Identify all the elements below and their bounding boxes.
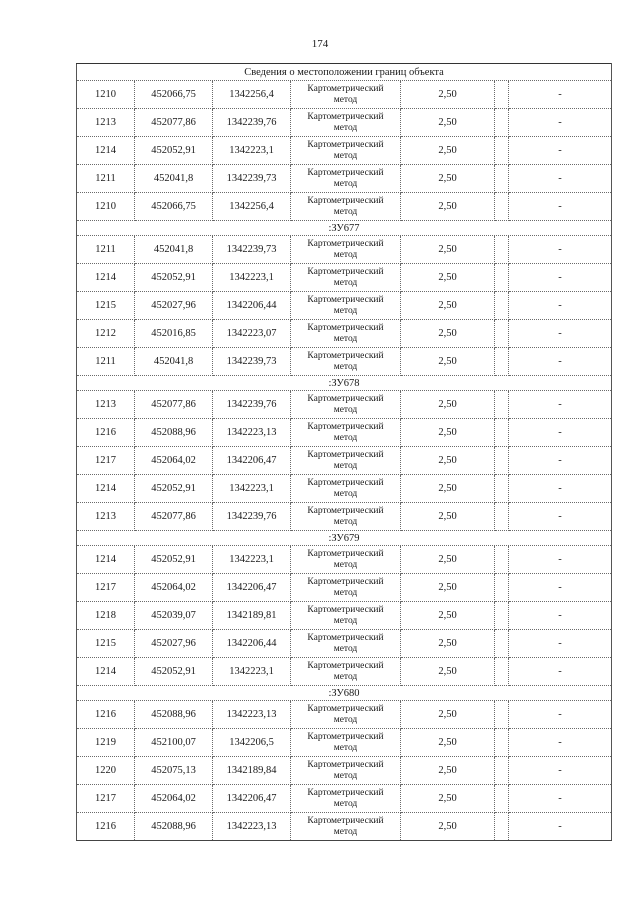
method-cell <box>291 729 401 757</box>
y-coordinate-cell: 1342223,07 <box>213 320 291 348</box>
note-cell: - <box>509 658 612 686</box>
method-cell <box>291 81 401 109</box>
table-row <box>77 292 612 320</box>
method-cell <box>291 475 401 503</box>
empty-cell <box>495 236 509 264</box>
x-coordinate-cell: 452052,91 <box>135 475 213 503</box>
y-coordinate-cell: 1342239,73 <box>213 236 291 264</box>
method-cell <box>291 757 401 785</box>
note-cell: - <box>509 391 612 419</box>
note-cell: - <box>509 602 612 630</box>
note-cell: - <box>509 264 612 292</box>
method-line: метод <box>333 404 358 415</box>
point-number-cell: 1210 <box>77 193 135 221</box>
point-number-cell: 1216 <box>77 701 135 729</box>
table-row <box>77 785 612 813</box>
x-coordinate-cell: 452064,02 <box>135 785 213 813</box>
accuracy-cell: 2,50 <box>401 292 495 320</box>
note-cell: - <box>509 348 612 376</box>
method-line: Картометрический <box>307 322 384 333</box>
accuracy-cell: 2,50 <box>401 320 495 348</box>
point-number-cell: 1217 <box>77 574 135 602</box>
table-row <box>77 813 612 841</box>
section-row <box>77 686 612 701</box>
table-row <box>77 137 612 165</box>
y-coordinate-cell: 1342206,47 <box>213 574 291 602</box>
point-number-cell: 1215 <box>77 292 135 320</box>
method-line: Картометрический <box>307 393 384 404</box>
method-cell <box>291 193 401 221</box>
x-coordinate-cell: 452052,91 <box>135 658 213 686</box>
method-line: метод <box>333 206 358 217</box>
method-line: метод <box>333 432 358 443</box>
point-number-cell: 1214 <box>77 546 135 574</box>
empty-cell <box>495 701 509 729</box>
y-coordinate-cell: 1342223,13 <box>213 701 291 729</box>
accuracy-cell: 2,50 <box>401 729 495 757</box>
point-number-cell: 1212 <box>77 320 135 348</box>
accuracy-cell: 2,50 <box>401 813 495 841</box>
x-coordinate-cell: 452066,75 <box>135 193 213 221</box>
accuracy-cell: 2,50 <box>401 391 495 419</box>
empty-cell <box>495 658 509 686</box>
x-coordinate-cell: 452039,07 <box>135 602 213 630</box>
empty-cell <box>495 292 509 320</box>
method-cell <box>291 701 401 729</box>
point-number-cell: 1217 <box>77 447 135 475</box>
note-cell: - <box>509 236 612 264</box>
y-coordinate-cell: 1342189,84 <box>213 757 291 785</box>
empty-cell <box>495 419 509 447</box>
note-cell: - <box>509 503 612 531</box>
method-line: метод <box>333 615 358 626</box>
y-coordinate-cell: 1342206,47 <box>213 447 291 475</box>
method-line: метод <box>333 671 358 682</box>
accuracy-cell: 2,50 <box>401 236 495 264</box>
point-number-cell: 1210 <box>77 81 135 109</box>
method-line: Картометрический <box>307 787 384 798</box>
method-cell <box>291 813 401 841</box>
empty-cell <box>495 503 509 531</box>
method-cell <box>291 602 401 630</box>
method-line: Картометрический <box>307 660 384 671</box>
method-line: метод <box>333 305 358 316</box>
note-cell: - <box>509 729 612 757</box>
method-line: Картометрический <box>307 111 384 122</box>
table-row <box>77 475 612 503</box>
table-title: Сведения о местоположении границ объекта <box>77 64 612 81</box>
method-cell <box>291 137 401 165</box>
method-line: Картометрический <box>307 83 384 94</box>
accuracy-cell: 2,50 <box>401 475 495 503</box>
method-line: Картометрический <box>307 759 384 770</box>
table-row <box>77 503 612 531</box>
x-coordinate-cell: 452066,75 <box>135 81 213 109</box>
x-coordinate-cell: 452088,96 <box>135 813 213 841</box>
method-line: метод <box>333 770 358 781</box>
empty-cell <box>495 165 509 193</box>
x-coordinate-cell: 452052,91 <box>135 546 213 574</box>
x-coordinate-cell: 452088,96 <box>135 701 213 729</box>
table-row <box>77 81 612 109</box>
method-cell <box>291 630 401 658</box>
point-number-cell: 1211 <box>77 165 135 193</box>
x-coordinate-cell: 452100,07 <box>135 729 213 757</box>
note-cell: - <box>509 193 612 221</box>
method-cell <box>291 658 401 686</box>
x-coordinate-cell: 452088,96 <box>135 419 213 447</box>
accuracy-cell: 2,50 <box>401 137 495 165</box>
empty-cell <box>495 320 509 348</box>
method-line: Картометрический <box>307 139 384 150</box>
method-line: Картометрический <box>307 350 384 361</box>
table-row <box>77 602 612 630</box>
point-number-cell: 1213 <box>77 109 135 137</box>
method-line: метод <box>333 488 358 499</box>
y-coordinate-cell: 1342223,1 <box>213 475 291 503</box>
accuracy-cell: 2,50 <box>401 757 495 785</box>
point-number-cell: 1213 <box>77 391 135 419</box>
table-row <box>77 391 612 419</box>
accuracy-cell: 2,50 <box>401 574 495 602</box>
empty-cell <box>495 757 509 785</box>
method-line: метод <box>333 94 358 105</box>
empty-cell <box>495 109 509 137</box>
section-row <box>77 221 612 236</box>
x-coordinate-cell: 452027,96 <box>135 292 213 320</box>
method-line: метод <box>333 826 358 837</box>
y-coordinate-cell: 1342223,13 <box>213 813 291 841</box>
accuracy-cell: 2,50 <box>401 109 495 137</box>
section-label: :ЗУ680 <box>77 686 612 701</box>
method-line: метод <box>333 460 358 471</box>
x-coordinate-cell: 452016,85 <box>135 320 213 348</box>
method-cell <box>291 165 401 193</box>
method-line: Картометрический <box>307 632 384 643</box>
method-line: метод <box>333 249 358 260</box>
y-coordinate-cell: 1342239,76 <box>213 391 291 419</box>
y-coordinate-cell: 1342206,47 <box>213 785 291 813</box>
method-line: метод <box>333 742 358 753</box>
accuracy-cell: 2,50 <box>401 419 495 447</box>
method-cell <box>291 503 401 531</box>
empty-cell <box>495 813 509 841</box>
empty-cell <box>495 630 509 658</box>
point-number-cell: 1219 <box>77 729 135 757</box>
method-line: метод <box>333 643 358 654</box>
method-line: Картометрический <box>307 294 384 305</box>
method-line: Картометрический <box>307 604 384 615</box>
accuracy-cell: 2,50 <box>401 503 495 531</box>
method-line: Картометрический <box>307 238 384 249</box>
x-coordinate-cell: 452041,8 <box>135 236 213 264</box>
method-cell <box>291 109 401 137</box>
point-number-cell: 1213 <box>77 503 135 531</box>
section-row <box>77 376 612 391</box>
y-coordinate-cell: 1342223,1 <box>213 658 291 686</box>
table-row <box>77 630 612 658</box>
method-cell <box>291 785 401 813</box>
y-coordinate-cell: 1342239,76 <box>213 109 291 137</box>
table-row <box>77 419 612 447</box>
x-coordinate-cell: 452075,13 <box>135 757 213 785</box>
empty-cell <box>495 785 509 813</box>
method-line: метод <box>333 150 358 161</box>
note-cell: - <box>509 320 612 348</box>
empty-cell <box>495 546 509 574</box>
note-cell: - <box>509 137 612 165</box>
method-line: Картометрический <box>307 548 384 559</box>
table-row <box>77 348 612 376</box>
y-coordinate-cell: 1342189,81 <box>213 602 291 630</box>
y-coordinate-cell: 1342239,76 <box>213 503 291 531</box>
table-row <box>77 574 612 602</box>
x-coordinate-cell: 452077,86 <box>135 503 213 531</box>
section-row <box>77 531 612 546</box>
empty-cell <box>495 475 509 503</box>
point-number-cell: 1214 <box>77 658 135 686</box>
empty-cell <box>495 193 509 221</box>
accuracy-cell: 2,50 <box>401 658 495 686</box>
empty-cell <box>495 602 509 630</box>
x-coordinate-cell: 452077,86 <box>135 109 213 137</box>
accuracy-cell: 2,50 <box>401 264 495 292</box>
point-number-cell: 1218 <box>77 602 135 630</box>
point-number-cell: 1220 <box>77 757 135 785</box>
y-coordinate-cell: 1342223,13 <box>213 419 291 447</box>
point-number-cell: 1211 <box>77 236 135 264</box>
table-row <box>77 109 612 137</box>
method-line: Картометрический <box>307 195 384 206</box>
point-number-cell: 1216 <box>77 419 135 447</box>
method-cell <box>291 264 401 292</box>
method-cell <box>291 320 401 348</box>
accuracy-cell: 2,50 <box>401 785 495 813</box>
point-number-cell: 1214 <box>77 264 135 292</box>
note-cell: - <box>509 574 612 602</box>
section-label: :ЗУ679 <box>77 531 612 546</box>
accuracy-cell: 2,50 <box>401 602 495 630</box>
method-cell <box>291 419 401 447</box>
method-line: Картометрический <box>307 815 384 826</box>
empty-cell <box>495 137 509 165</box>
x-coordinate-cell: 452064,02 <box>135 574 213 602</box>
note-cell: - <box>509 785 612 813</box>
y-coordinate-cell: 1342256,4 <box>213 193 291 221</box>
page-number: 174 <box>311 38 329 50</box>
method-cell <box>291 447 401 475</box>
method-line: метод <box>333 516 358 527</box>
method-line: метод <box>333 714 358 725</box>
note-cell: - <box>509 546 612 574</box>
method-line: метод <box>333 587 358 598</box>
accuracy-cell: 2,50 <box>401 348 495 376</box>
note-cell: - <box>509 109 612 137</box>
table-row <box>77 165 612 193</box>
table-row <box>77 757 612 785</box>
accuracy-cell: 2,50 <box>401 447 495 475</box>
method-line: метод <box>333 798 358 809</box>
accuracy-cell: 2,50 <box>401 165 495 193</box>
point-number-cell: 1211 <box>77 348 135 376</box>
table-row <box>77 236 612 264</box>
note-cell: - <box>509 292 612 320</box>
y-coordinate-cell: 1342206,44 <box>213 630 291 658</box>
y-coordinate-cell: 1342239,73 <box>213 165 291 193</box>
method-cell <box>291 348 401 376</box>
y-coordinate-cell: 1342206,5 <box>213 729 291 757</box>
method-cell <box>291 574 401 602</box>
empty-cell <box>495 391 509 419</box>
empty-cell <box>495 81 509 109</box>
note-cell: - <box>509 813 612 841</box>
y-coordinate-cell: 1342239,73 <box>213 348 291 376</box>
note-cell: - <box>509 81 612 109</box>
y-coordinate-cell: 1342223,1 <box>213 546 291 574</box>
point-number-cell: 1217 <box>77 785 135 813</box>
x-coordinate-cell: 452027,96 <box>135 630 213 658</box>
y-coordinate-cell: 1342256,4 <box>213 81 291 109</box>
section-label: :ЗУ678 <box>77 376 612 391</box>
empty-cell <box>495 447 509 475</box>
accuracy-cell: 2,50 <box>401 193 495 221</box>
point-number-cell: 1215 <box>77 630 135 658</box>
accuracy-cell: 2,50 <box>401 546 495 574</box>
note-cell: - <box>509 757 612 785</box>
y-coordinate-cell: 1342223,1 <box>213 137 291 165</box>
method-line: Картометрический <box>307 421 384 432</box>
method-line: метод <box>333 361 358 372</box>
boundary-table <box>76 63 612 841</box>
method-cell <box>291 391 401 419</box>
table-row <box>77 264 612 292</box>
accuracy-cell: 2,50 <box>401 630 495 658</box>
method-line: Картометрический <box>307 266 384 277</box>
y-coordinate-cell: 1342206,44 <box>213 292 291 320</box>
method-cell <box>291 292 401 320</box>
method-line: Картометрический <box>307 505 384 516</box>
method-line: метод <box>333 178 358 189</box>
x-coordinate-cell: 452052,91 <box>135 264 213 292</box>
empty-cell <box>495 348 509 376</box>
method-line: Картометрический <box>307 477 384 488</box>
x-coordinate-cell: 452052,91 <box>135 137 213 165</box>
empty-cell <box>495 574 509 602</box>
x-coordinate-cell: 452041,8 <box>135 165 213 193</box>
point-number-cell: 1214 <box>77 475 135 503</box>
method-cell <box>291 546 401 574</box>
method-line: метод <box>333 277 358 288</box>
method-line: метод <box>333 559 358 570</box>
method-line: метод <box>333 122 358 133</box>
note-cell: - <box>509 447 612 475</box>
note-cell: - <box>509 630 612 658</box>
table-row <box>77 546 612 574</box>
note-cell: - <box>509 701 612 729</box>
method-line: метод <box>333 333 358 344</box>
table-row <box>77 729 612 757</box>
section-label: :ЗУ677 <box>77 221 612 236</box>
note-cell: - <box>509 475 612 503</box>
point-number-cell: 1214 <box>77 137 135 165</box>
empty-cell <box>495 729 509 757</box>
method-line: Картометрический <box>307 576 384 587</box>
method-line: Картометрический <box>307 731 384 742</box>
table-row <box>77 320 612 348</box>
empty-cell <box>495 264 509 292</box>
note-cell: - <box>509 419 612 447</box>
point-number-cell: 1216 <box>77 813 135 841</box>
x-coordinate-cell: 452064,02 <box>135 447 213 475</box>
method-cell <box>291 236 401 264</box>
note-cell: - <box>509 165 612 193</box>
y-coordinate-cell: 1342223,1 <box>213 264 291 292</box>
x-coordinate-cell: 452077,86 <box>135 391 213 419</box>
table-row <box>77 658 612 686</box>
table-row <box>77 193 612 221</box>
table-row <box>77 701 612 729</box>
method-line: Картометрический <box>307 703 384 714</box>
accuracy-cell: 2,50 <box>401 81 495 109</box>
method-line: Картометрический <box>307 449 384 460</box>
x-coordinate-cell: 452041,8 <box>135 348 213 376</box>
table-row <box>77 447 612 475</box>
accuracy-cell: 2,50 <box>401 701 495 729</box>
method-line: Картометрический <box>307 167 384 178</box>
